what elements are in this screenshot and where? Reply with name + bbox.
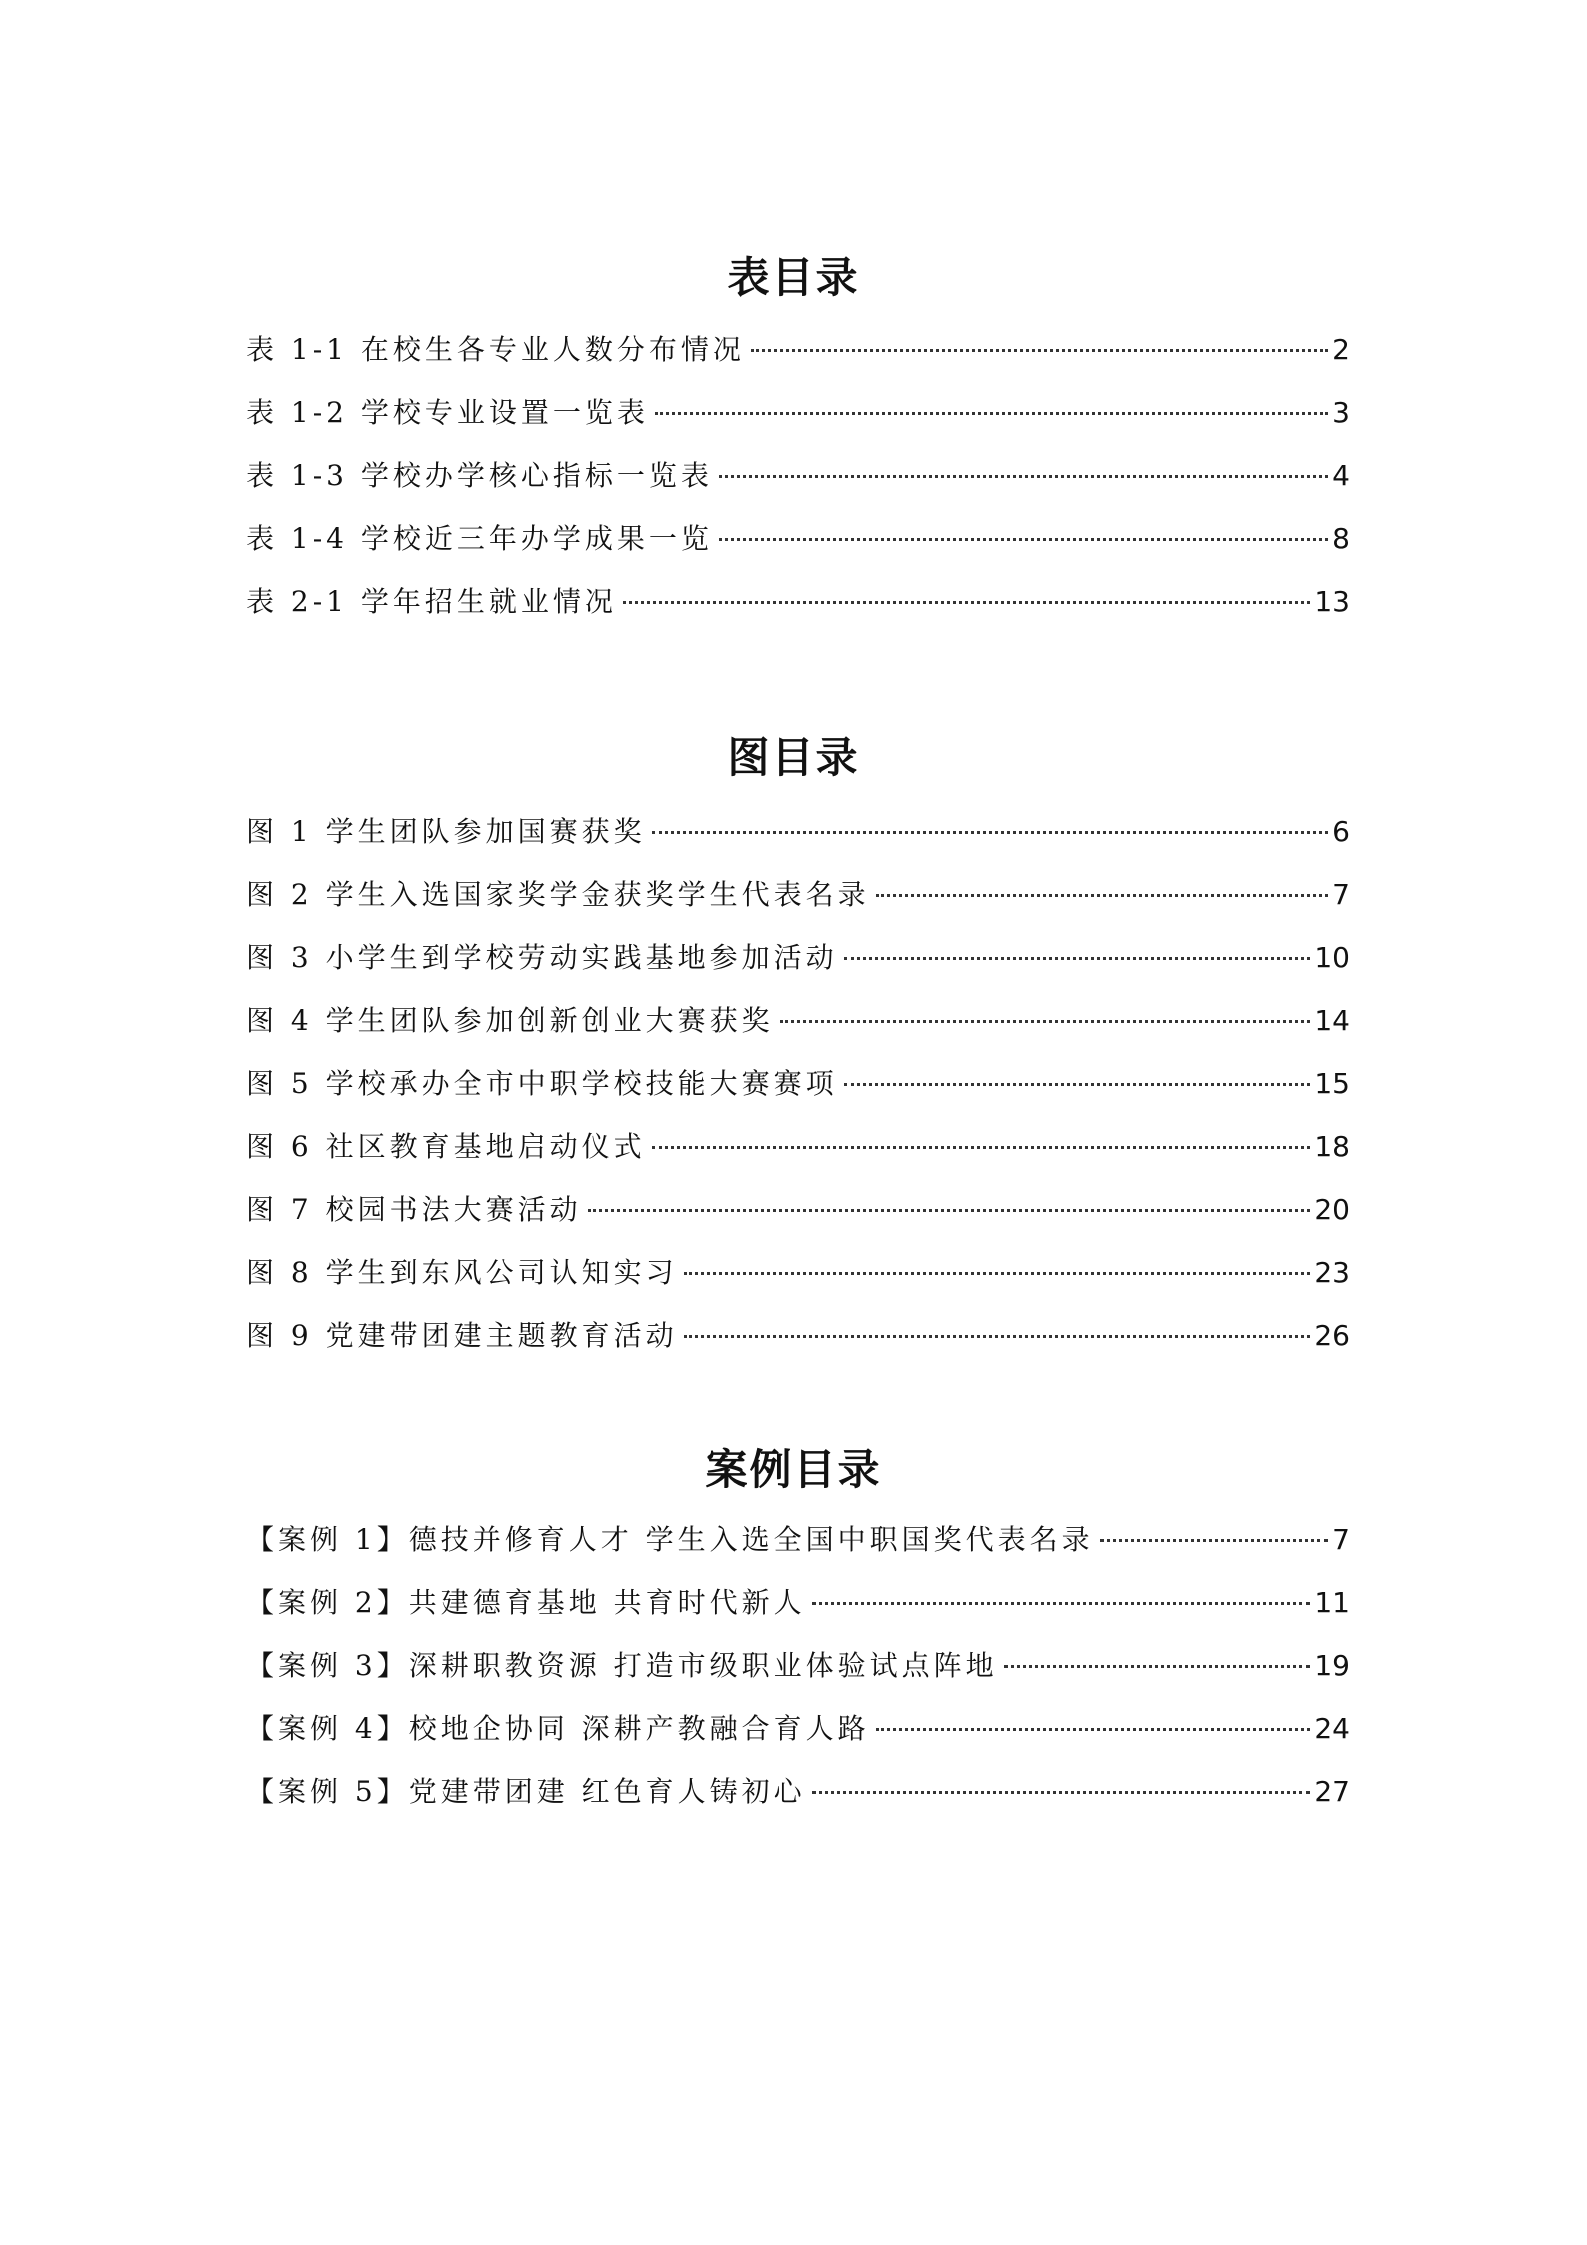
toc-entry[interactable]	[246, 330, 1350, 393]
toc-entry-page: 10	[1314, 941, 1350, 974]
toc-entry[interactable]	[246, 1316, 1350, 1379]
toc-entry-page: 6	[1332, 815, 1350, 848]
dot-leader	[652, 831, 1329, 834]
dot-leader	[876, 1728, 1311, 1731]
toc-entry-label: 图 4 学生团队参加创新创业大赛获奖	[246, 1004, 774, 1037]
toc-entry-label: 表 1-2 学校专业设置一览表	[246, 396, 649, 429]
toc-entry-label: 图 6 社区教育基地启动仪式	[246, 1130, 646, 1163]
toc-entry-page: 2	[1332, 333, 1350, 366]
toc-entry-label: 【案例 4】校地企协同 深耕产教融合育人路	[246, 1712, 870, 1745]
toc-entry[interactable]	[246, 1064, 1350, 1127]
toc-entry-page: 24	[1314, 1712, 1350, 1745]
dot-leader	[684, 1272, 1311, 1275]
toc-entry[interactable]	[246, 1646, 1350, 1709]
toc-entry-page: 14	[1314, 1004, 1350, 1037]
toc-entry-label: 图 5 学校承办全市中职学校技能大赛赛项	[246, 1067, 838, 1100]
case-list-title: 案例目录	[705, 1445, 882, 1494]
toc-entry-label: 表 1-1 在校生各专业人数分布情况	[246, 333, 745, 366]
toc-entry-page: 15	[1314, 1067, 1350, 1100]
toc-entry-page: 26	[1314, 1319, 1350, 1352]
dot-leader	[1100, 1539, 1329, 1542]
toc-entry-label: 【案例 2】共建德育基地 共育时代新人	[246, 1586, 806, 1619]
toc-entry-page: 8	[1332, 522, 1350, 555]
toc-entry-label: 图 2 学生入选国家奖学金获奖学生代表名录	[246, 878, 870, 911]
dot-leader	[876, 894, 1329, 897]
dot-leader	[652, 1146, 1311, 1149]
toc-entry[interactable]	[246, 1772, 1350, 1835]
dot-leader	[719, 538, 1328, 541]
toc-entry-page: 23	[1314, 1256, 1350, 1289]
dot-leader	[684, 1335, 1311, 1338]
toc-entry-label: 图 1 学生团队参加国赛获奖	[246, 815, 646, 848]
toc-entry[interactable]	[246, 938, 1350, 1001]
toc-entry-label: 【案例 1】德技并修育人才 学生入选全国中职国奖代表名录	[246, 1523, 1094, 1556]
dot-leader	[1004, 1665, 1311, 1668]
toc-entry[interactable]	[246, 1583, 1350, 1646]
toc-entry-page: 4	[1332, 459, 1350, 492]
case-list	[246, 1520, 1350, 1835]
toc-entry-label: 图 8 学生到东风公司认知实习	[246, 1256, 678, 1289]
dot-leader	[623, 601, 1310, 604]
toc-entry[interactable]	[246, 875, 1350, 938]
toc-entry[interactable]	[246, 1253, 1350, 1316]
toc-entry-label: 【案例 5】党建带团建 红色育人铸初心	[246, 1775, 806, 1808]
toc-entry-page: 18	[1314, 1130, 1350, 1163]
toc-entry-label: 表 2-1 学年招生就业情况	[246, 585, 617, 618]
toc-entry[interactable]	[246, 1127, 1350, 1190]
toc-entry-page: 7	[1332, 878, 1350, 911]
toc-entry-label: 图 7 校园书法大赛活动	[246, 1193, 582, 1226]
toc-entry[interactable]	[246, 393, 1350, 456]
toc-entry-page: 19	[1314, 1649, 1350, 1682]
toc-entry-label: 图 9 党建带团建主题教育活动	[246, 1319, 678, 1352]
dot-leader	[844, 1083, 1311, 1086]
toc-entry[interactable]	[246, 1190, 1350, 1253]
toc-entry[interactable]	[246, 1709, 1350, 1772]
dot-leader	[812, 1791, 1311, 1794]
toc-entry-page: 3	[1332, 396, 1350, 429]
table-list	[246, 330, 1350, 645]
dot-leader	[844, 957, 1311, 960]
dot-leader	[812, 1602, 1311, 1605]
toc-entry-page: 7	[1332, 1523, 1350, 1556]
toc-entry-page: 27	[1314, 1775, 1350, 1808]
toc-entry[interactable]	[246, 519, 1350, 582]
table-list-title: 表目录	[727, 253, 860, 302]
toc-entry-label: 表 1-3 学校办学核心指标一览表	[246, 459, 713, 492]
toc-entry-label: 表 1-4 学校近三年办学成果一览	[246, 522, 713, 555]
toc-entry[interactable]	[246, 1001, 1350, 1064]
toc-entry-page: 20	[1314, 1193, 1350, 1226]
toc-entry-label: 【案例 3】深耕职教资源 打造市级职业体验试点阵地	[246, 1649, 998, 1682]
dot-leader	[780, 1020, 1311, 1023]
dot-leader	[719, 475, 1328, 478]
dot-leader	[588, 1209, 1311, 1212]
toc-entry[interactable]	[246, 582, 1350, 645]
figure-list	[246, 812, 1350, 1379]
toc-entry[interactable]	[246, 1520, 1350, 1583]
figure-list-title: 图目录	[727, 733, 860, 782]
toc-entry-page: 11	[1314, 1586, 1350, 1619]
dot-leader	[751, 349, 1328, 352]
toc-entry[interactable]	[246, 456, 1350, 519]
toc-entry-label: 图 3 小学生到学校劳动实践基地参加活动	[246, 941, 838, 974]
toc-entry-page: 13	[1314, 585, 1350, 618]
toc-entry[interactable]	[246, 812, 1350, 875]
dot-leader	[655, 412, 1328, 415]
